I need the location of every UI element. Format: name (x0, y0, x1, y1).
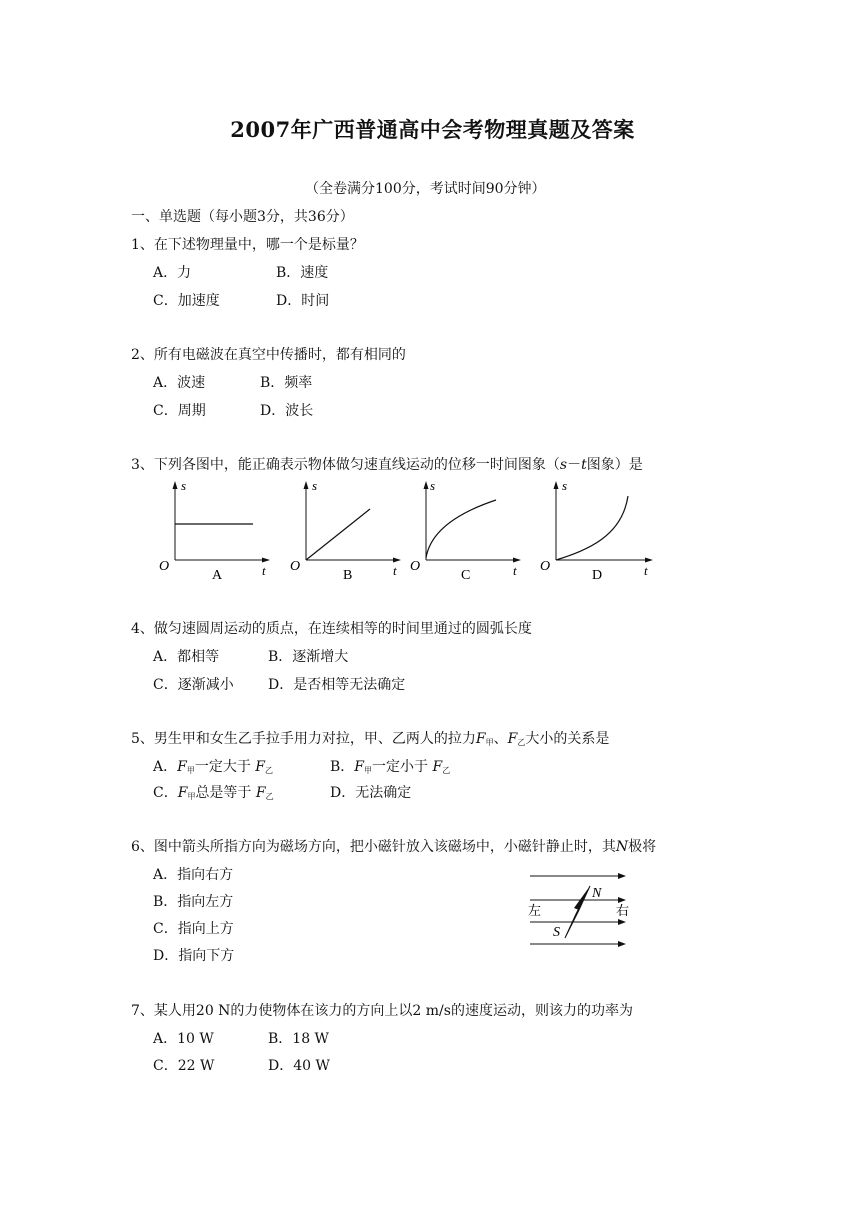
right-label: 右 (616, 903, 630, 918)
q1-option-b: B．速度 (276, 265, 329, 281)
st-graph-a (155, 478, 275, 588)
south-label: S (553, 925, 560, 940)
q4-option-b: B．逐渐增大 (268, 649, 349, 665)
axis-t-label: t (393, 563, 397, 578)
magnetic-field-figure (520, 862, 640, 952)
st-graph-d (536, 478, 661, 588)
question-3-text: 3、下列各图中，能正确表示物体做匀速直线运动的位移一时间图象（s－t图象）是 (131, 457, 643, 473)
axis-t-label: t (644, 563, 648, 578)
question-1-text: 1、在下述物理量中，哪一个是标量？ (131, 237, 364, 253)
q2-option-b: B．频率 (260, 375, 313, 391)
q2-option-c: C．周期 (153, 403, 206, 419)
question-2-text: 2、所有电磁波在真空中传播时，都有相同的 (131, 347, 406, 363)
q6-option-a: A．指向右方 (153, 867, 234, 883)
axis-s-label: s (312, 478, 318, 493)
axis-s-label: s (562, 478, 568, 493)
q5-option-b: B．$F_甲$一定小于 $F_乙$ (330, 759, 451, 775)
st-graph-c (406, 478, 526, 588)
question-5-text: 5、男生甲和女生乙手拉手用力对拉，甲、乙两人的拉力$F_甲$、$F_乙$大小的关系是 (131, 731, 610, 747)
origin-label: O (410, 559, 421, 574)
left-label: 左 (528, 903, 542, 918)
graph-label-b: B (343, 568, 353, 583)
q1-option-a: A．力 (153, 265, 192, 281)
q2-option-d: D．波长 (260, 403, 314, 419)
q7-option-d: D．40 W (268, 1058, 330, 1074)
north-label: N (592, 886, 602, 901)
q6-option-b: B．指向左方 (153, 894, 234, 910)
q6-option-d: D．指向下方 (153, 948, 235, 964)
q5-option-d: D．无法确定 (330, 785, 412, 801)
graph-label-a: A (212, 568, 223, 583)
q4-option-a: A．都相等 (153, 649, 220, 665)
q6-option-c: C．指向上方 (153, 921, 234, 937)
axis-s-label: s (181, 478, 187, 493)
q1-option-d: D．时间 (276, 293, 330, 309)
origin-label: O (159, 559, 170, 574)
q7-option-a: A．10 W (153, 1031, 214, 1047)
q4-option-c: C．逐渐减小 (153, 677, 234, 693)
axis-t-label: t (513, 563, 517, 578)
graph-label-c: C (461, 568, 471, 583)
q2-option-a: A．波速 (153, 375, 206, 391)
axis-t-label: t (262, 563, 266, 578)
question-6-text: 6、图中箭头所指方向为磁场方向，把小磁针放入该磁场中，小磁针静止时，其N极将 (131, 839, 657, 855)
st-graph-b (286, 478, 406, 588)
axis-s-label: s (430, 478, 436, 493)
q5-option-a: A．$F_甲$一定大于 $F_乙$ (153, 759, 274, 775)
q7-option-c: C．22 W (153, 1058, 215, 1074)
question-7-text: 7、某人用20 N的力使物体在该力的方向上以2 m/s的速度运动，则该力的功率为 (131, 1003, 633, 1019)
q7-option-b: B．18 W (268, 1031, 329, 1047)
q4-option-d: D．是否相等无法确定 (268, 677, 406, 693)
page-title: 2007年广西普通高中会考物理真题及答案 (230, 117, 635, 142)
exam-info: （全卷满分100分，考试时间90分钟） (305, 181, 546, 197)
q5-option-c: C．$F_甲$总是等于 $F_乙$ (153, 785, 274, 801)
graph-label-d: D (592, 568, 603, 583)
question-4-text: 4、做匀速圆周运动的质点，在连续相等的时间里通过的圆弧长度 (131, 621, 532, 637)
origin-label: O (540, 559, 551, 574)
q1-option-c: C．加速度 (153, 293, 220, 309)
section-heading: 一、单选题（每小题3分，共36分） (131, 209, 354, 225)
origin-label: O (290, 559, 301, 574)
